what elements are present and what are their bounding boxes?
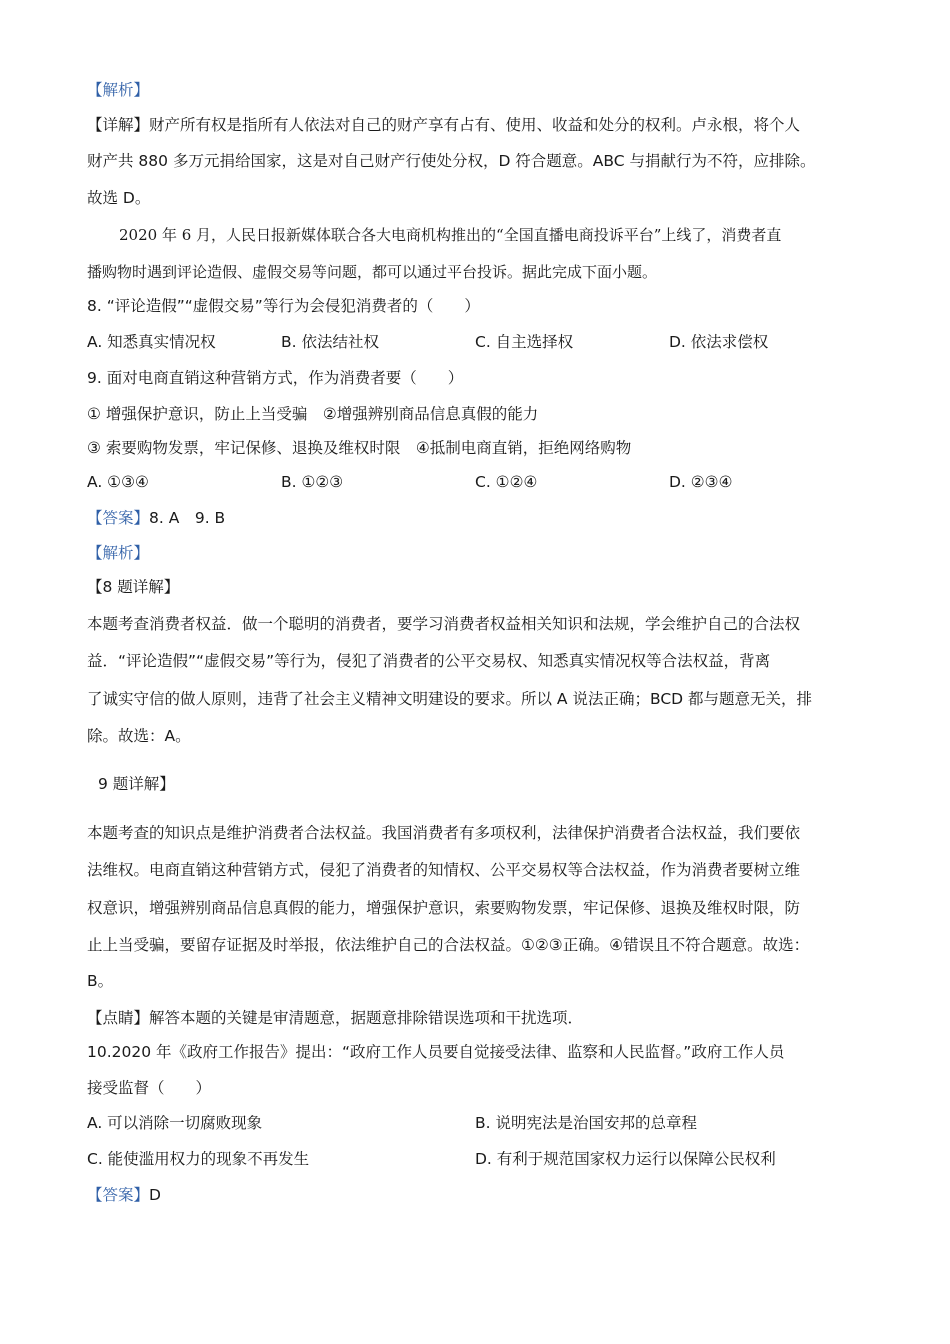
- detail-9-line-2: 法维权。电商直销这种营销方式，侵犯了消费者的知情权、公平交易权等合法权益，作为消费者要树立维: [87, 861, 801, 879]
- question-10-line-2: 接受监督（ ）: [87, 1079, 212, 1097]
- question-9-option-c: C. ①②④: [475, 473, 538, 491]
- detail-8-title: 【8 题详解】: [87, 578, 180, 596]
- question-10-option-b: B. 说明宪法是治国安邦的总章程: [475, 1114, 697, 1132]
- question-10-option-c: C. 能使滥用权力的现象不再发生: [87, 1150, 310, 1168]
- answer-10-label: 【答案】: [87, 1186, 150, 1204]
- material-line-1: 2020 年 6 月，人民日报新媒体联合各大电商机构推出的“全国直播电商投诉平台”上线了，消费者直: [119, 226, 782, 244]
- answer-10: [87, 1184, 161, 1206]
- detail-8-line-2: 益．“评论造假”“虚假交易”等行为，侵犯了消费者的公平交易权、知悉真实情况权等合法权益，背离: [87, 652, 771, 670]
- detail-9-line-1: 本题考查的知识点是维护消费者合法权益。我国消费者有多项权利，法律保护消费者合法权益，我们要依: [87, 824, 801, 842]
- answer-10-value: D: [149, 1186, 161, 1204]
- question-10-option-a: A. 可以消除一切腐败现象: [87, 1114, 263, 1132]
- detail-9-line-4: 止上当受骗，要留存证据及时举报，依法维护自己的合法权益。①②③正确。④错误且不符合题意。故选：: [87, 936, 810, 954]
- detail-label: 【详解】: [87, 116, 150, 134]
- material-line-2: 播购物时遇到评论造假、虚假交易等问题，都可以通过平台投诉。据此完成下面小题。: [87, 263, 658, 281]
- question-10-line-1: 10.2020 年《政府工作报告》提出：“政府工作人员要自觉接受法律、监察和人民监督。”政府工作人员: [87, 1043, 785, 1061]
- detail-text-1: 财产所有权是指所有人依法对自己的财产享有占有、使用、收益和处分的权利。卢永根，将个人: [149, 116, 801, 134]
- question-9-item-1: ① 增强保护意识，防止上当受骗 ②增强辨别商品信息真假的能力: [87, 405, 539, 423]
- detail-9-line-3: 权意识，增强辨别商品信息真假的能力，增强保护意识，索要购物发票，牢记保修、退换及维权时限，防: [87, 899, 801, 917]
- detail-line-3: 故选 D。: [87, 189, 151, 207]
- detail-8-line-3: 了诚实守信的做人原则，违背了社会主义精神文明建设的要求。所以 A 说法正确；BCD 都与题意无关，排: [87, 690, 813, 708]
- detail-8-line-1: 本题考查消费者权益．做一个聪明的消费者，要学习消费者权益相关知识和法规，学会维护自己的合法权: [87, 615, 801, 633]
- question-10-option-d: D. 有利于规范国家权力运行以保障公民权利: [475, 1150, 776, 1168]
- question-9-option-b: B. ①②③: [281, 473, 344, 491]
- question-9-item-2: ③ 索要购物发票，牢记保修、退换及维权时限 ④抵制电商直销，拒绝网络购物: [87, 439, 632, 457]
- answer-value: 8. A 9. B: [149, 509, 226, 527]
- question-8-option-c: C. 自主选择权: [475, 333, 574, 351]
- detail-line-1: [87, 114, 800, 136]
- question-8-option-a: A. 知悉真实情况权: [87, 333, 216, 351]
- question-9-stem: 9. 面对电商直销这种营销方式，作为消费者要（ ）: [87, 369, 464, 387]
- detail-9-line-5: B。: [87, 972, 114, 990]
- question-8-stem: 8. “评论造假”“虚假交易”等行为会侵犯消费者的（ ）: [87, 297, 480, 315]
- question-9-option-a: A. ①③④: [87, 473, 149, 491]
- question-8-option-d: D. 依法求偿权: [669, 333, 769, 351]
- question-8-option-b: B. 依法结社权: [281, 333, 379, 351]
- detail-9-title: 9 题详解】: [98, 775, 175, 793]
- answer-label: 【答案】: [87, 509, 150, 527]
- key-point-note: 【点睛】解答本题的关键是审清题意，据题意排除错误选项和干扰选项．: [87, 1009, 584, 1027]
- detail-line-2: 财产共 880 多万元捐给国家，这是对自己财产行使处分权，D 符合题意。ABC 与捐献行为不符，应排除。: [87, 152, 816, 170]
- detail-8-line-4: 除。故选：A。: [87, 727, 191, 745]
- analysis-heading: 【解析】: [87, 81, 150, 99]
- analysis-heading-2: 【解析】: [87, 544, 150, 562]
- question-9-option-d: D. ②③④: [669, 473, 733, 491]
- answer-8-9: [87, 507, 225, 529]
